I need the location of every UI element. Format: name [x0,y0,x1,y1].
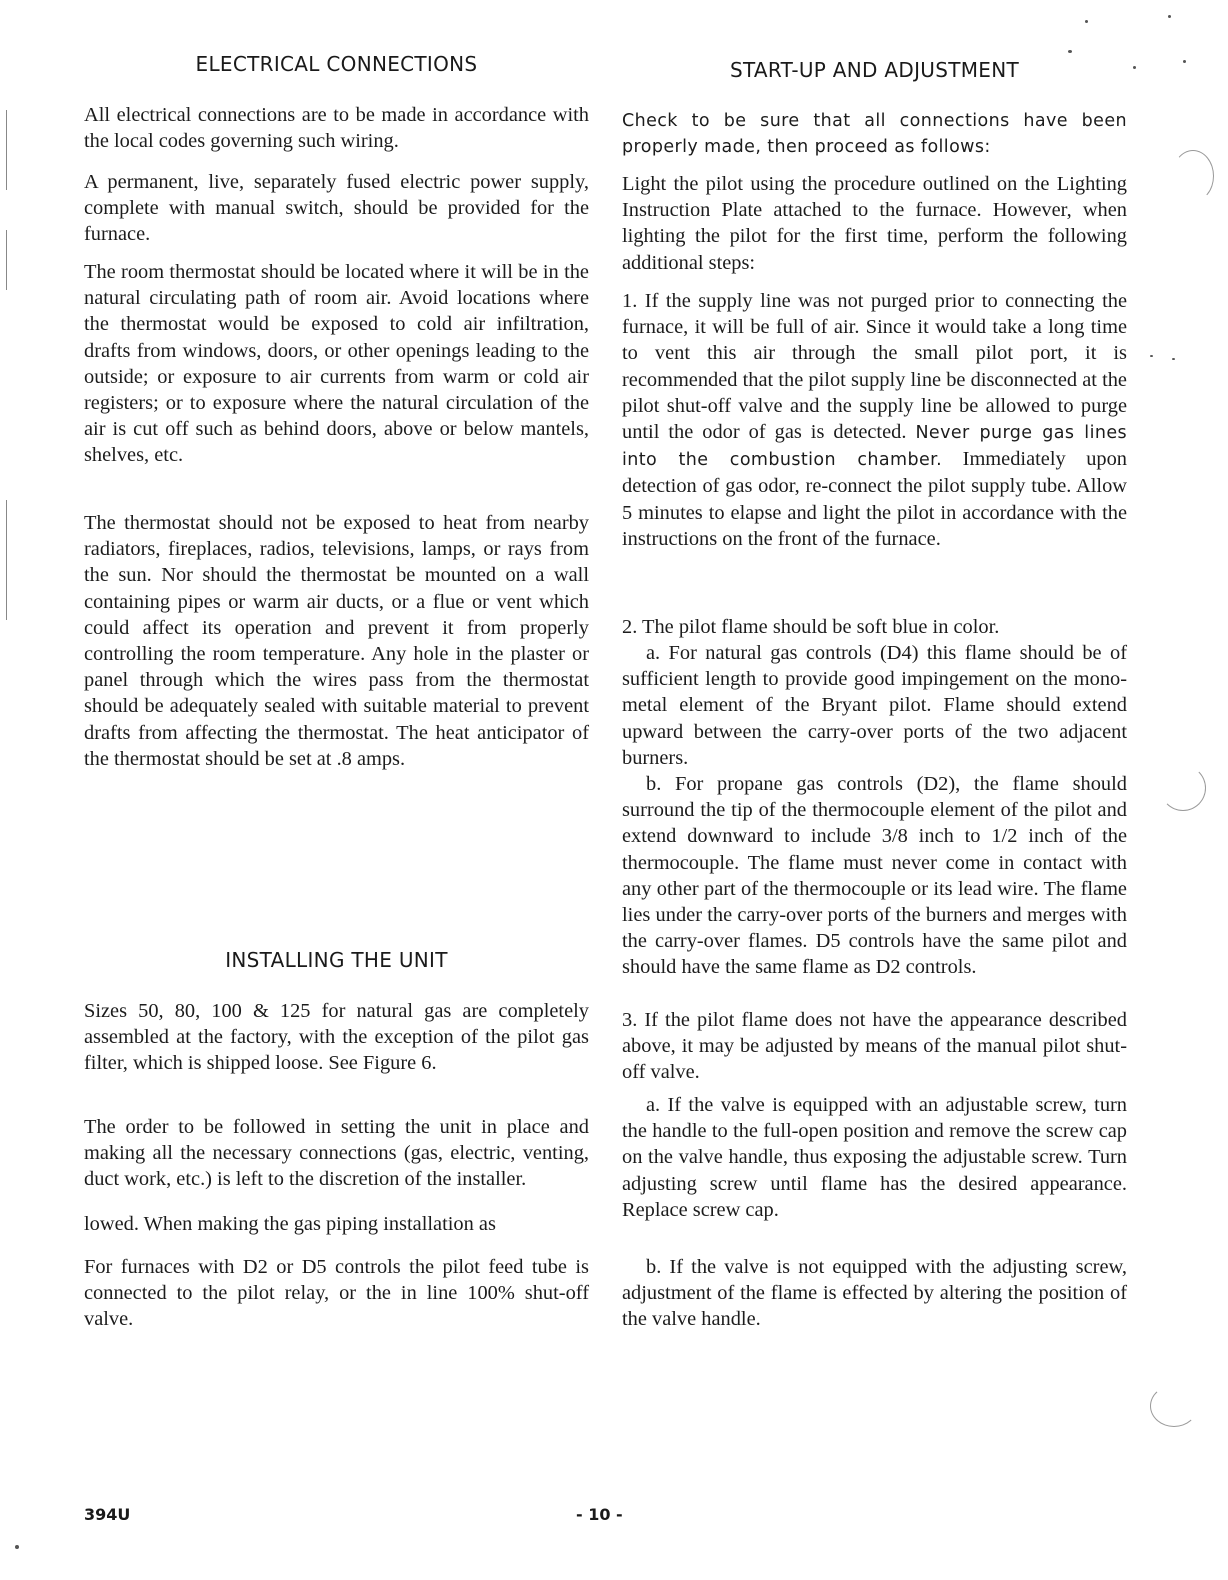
scan-margin-line [6,500,7,620]
scan-speck [1183,60,1186,63]
scan-arc-mark [1172,150,1214,202]
footer-page-number: - 10 - [576,1505,623,1524]
startup-adjustment-heading: START-UP AND ADJUSTMENT [729,58,1020,82]
electrical-paragraph-1: All electrical connections are to be made in accordance with the local codes governing such wiring. [84,104,589,153]
scan-speck [1085,20,1088,23]
scan-speck [1133,66,1136,69]
step-1-warning: Never purge gas lines into the combustion chamber. [622,423,1128,471]
startup-step-3: 3. If the pilot flame does not have the appearance described above, it may be adjusted by means of the manual pilot shut-off valve. [622,1009,1127,1084]
startup-step-2: 2. The pilot flame should be soft blue in color. [622,616,1000,638]
scan-speck [1168,15,1171,18]
electrical-paragraph-3: The room thermostat should be located where it will be in the natural circulating path of room air. Avoid locations where the thermostat would be exposed to cold air infiltration, drafts from windows, doors, or other openings leading to the outside; or exposure to air currents from warm or cold air registers; or to exposure where the natural circulation of the air is cut off such as behind doors, above or below mantels, shelves, etc. [84,261,589,467]
electrical-paragraph-4: The thermostat should not be exposed to heat from nearby radiators, fireplaces, radios, televisions, lamps, or rays from the sun. Nor should the thermostat be mounted on a wall containing pipes or warm air ducts, or a flue or vent which could affect its operation and prevent it from properly controlling the room temperature. Any hole in the plaster or panel through which the wires pass from the thermostat should be adequately sealed with suitable material to prevent drafts from affecting the thermostat. The heat anticipator of the thermostat should be set at .8 amps. [84,512,589,770]
step-1-tail: Immediately upon detection of gas odor, re-connect the pilot supply tube. Allow 5 minutes to elapse and light the pilot in accordance with the instructions on the front of the furnace. [622,448,1128,550]
installing-overlap-line: lowed. When making the gas piping installation as [84,1213,496,1235]
startup-step-2a: a. For natural gas controls (D4) this flame should be of sufficient length to provide good impingement on the mono-metal element of the Bryant pilot. Flame should extend upward between the carry-over ports of the two adjacent burners. [622,642,1127,769]
footer-model-number: 394U [84,1505,131,1524]
installing-paragraph-2: The order to be followed in setting the unit in place and making all the necessary connections (gas, electric, venting, duct work, etc.) is left to the discretion of the installer. [84,1116,589,1191]
scan-margin-line [6,110,7,190]
installing-paragraph-3: For furnaces with D2 or D5 controls the pilot feed tube is connected to the pilot relay, or the in line 100% shut-off valve. [84,1256,589,1331]
startup-step-1 [622,288,1127,552]
installing-unit-heading: INSTALLING THE UNIT [225,948,448,972]
scan-speck [1150,355,1153,357]
scan-arc-mark [1160,765,1206,811]
electrical-paragraph-2: A permanent, live, separately fused electric power supply, complete with manual switch, should be provided for the furnace. [84,171,589,246]
scan-arc-mark [1150,1385,1198,1427]
scan-margin-line [6,230,7,290]
scan-speck [15,1545,19,1549]
installing-paragraph-1: Sizes 50, 80, 100 & 125 for natural gas are completely assembled at the factory, with the exception of the pilot gas filter, which is shipped loose. See Figure 6. [84,1000,589,1075]
step-1-lead: 1. If the supply line was not purged prior to connecting the furnace, it will be full of air. Since it would take a long time to vent this air through the small pilot port, it is recommended that the pilot supply line be disconnected at the pilot shut-off valve and the supply line be allowed to purge until the odor of gas is detected. [622,290,1127,444]
startup-paragraph-1: Light the pilot using the procedure outlined on the Lighting Instruction Plate attached to the furnace. However, when lighting the pilot for the first time, perform the following additional steps: [622,173,1127,274]
startup-step-3a: a. If the valve is equipped with an adjustable screw, turn the handle to the full-open position and remove the screw cap on the valve handle, thus exposing the adjustable screw. Turn adjusting screw until flame has the desired appearance. Replace screw cap. [622,1094,1127,1221]
startup-step-2b: b. For propane gas controls (D2), the flame should surround the tip of the thermocouple element of the pilot and extend downward to include 3/8 inch to 1/2 inch of the thermocouple. The flame must never come in contact with any other part of the thermocouple or its lead wire. The flame lies under the carry-over ports of the burners and merges with the carry-over flames. D5 controls have the same pilot and should have the same flame as D2 controls. [622,773,1127,979]
electrical-connections-heading: ELECTRICAL CONNECTIONS [195,52,478,76]
startup-step-3b: b. If the valve is not equipped with the adjusting screw, adjustment of the flame is effected by altering the position of the valve handle. [622,1256,1127,1331]
startup-intro: Check to be sure that all connections have been properly made, then proceed as follows: [622,111,1127,158]
scan-speck [1068,50,1072,53]
scan-speck [1172,358,1175,360]
